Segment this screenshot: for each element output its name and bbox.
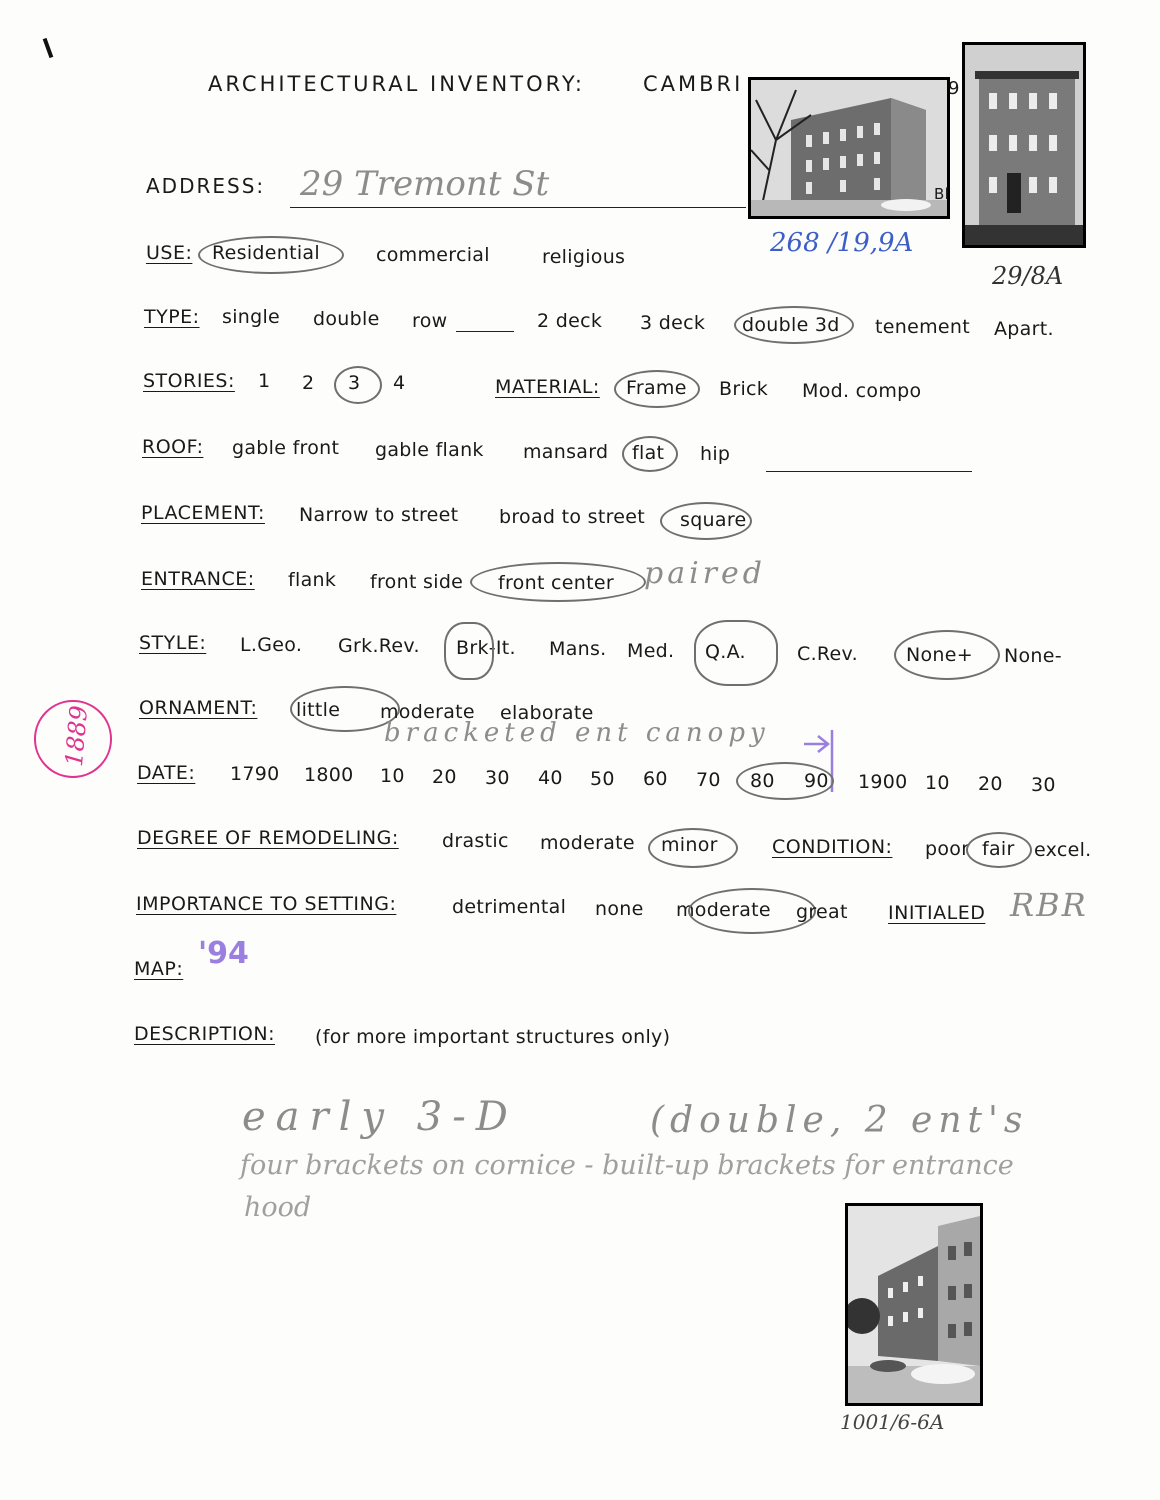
type-option-double[interactable]: double: [313, 308, 380, 330]
description-line-1: early 3-D: [242, 1094, 518, 1140]
style-selected-circle-qa: [694, 620, 778, 686]
material-option-frame[interactable]: Frame: [626, 377, 687, 399]
date-option-1790[interactable]: 1790: [230, 763, 280, 785]
ornament-option-moderate[interactable]: moderate: [380, 701, 475, 723]
use-selected-circle: [198, 236, 344, 274]
roof-option-flat[interactable]: flat: [632, 442, 665, 464]
entrance-option-front-center[interactable]: front center: [498, 572, 614, 594]
building-photo-2: [962, 42, 1086, 248]
material-option-brick[interactable]: Brick: [719, 378, 769, 400]
placement-label: PLACEMENT:: [141, 502, 265, 524]
entrance-selected-circle: [470, 562, 646, 602]
condition-option-fair[interactable]: fair: [982, 838, 1015, 860]
date-option-20[interactable]: 20: [432, 766, 457, 788]
material-selected-circle: [614, 370, 700, 408]
use-option-commercial[interactable]: commercial: [376, 244, 490, 266]
material-option-mod-compo[interactable]: Mod. compo: [802, 380, 922, 402]
use-option-residential[interactable]: Residential: [212, 242, 320, 264]
description-line-3: hood: [244, 1192, 312, 1223]
date-selected-circle: [736, 762, 834, 800]
importance-option-detrimental[interactable]: detrimental: [452, 896, 567, 918]
style-selected-circle-brkit: [444, 622, 494, 680]
form-side-fragment: Bl: [934, 185, 950, 203]
stories-label: STORIES:: [143, 370, 235, 392]
address-value[interactable]: 29 Tremont St: [300, 164, 550, 204]
corner-mark: [43, 38, 54, 58]
condition-option-poor[interactable]: poor: [925, 838, 970, 860]
initialed-label: INITIALED: [888, 902, 986, 924]
form-title: ARCHITECTURAL INVENTORY:: [208, 72, 585, 96]
style-option-mans[interactable]: Mans.: [549, 638, 607, 660]
stories-option-1[interactable]: 1: [258, 370, 271, 392]
entrance-label: ENTRANCE:: [141, 568, 255, 590]
date-option-10b[interactable]: 10: [925, 772, 950, 794]
type-option-row[interactable]: row: [412, 310, 448, 332]
importance-label: IMPORTANCE TO SETTING:: [136, 893, 397, 915]
ornament-note: bracketed ent canopy: [384, 718, 770, 748]
placement-selected-circle: [660, 502, 752, 540]
placement-option-narrow[interactable]: Narrow to street: [299, 504, 459, 526]
style-option-brkit[interactable]: Brk-It.: [456, 637, 516, 659]
importance-option-none[interactable]: none: [595, 898, 644, 920]
photo-number-bottom: 1001/6-6A: [840, 1410, 945, 1434]
description-label: DESCRIPTION:: [134, 1023, 276, 1045]
stories-option-4[interactable]: 4: [393, 372, 406, 394]
remodeling-option-minor[interactable]: minor: [661, 834, 718, 856]
style-label: STYLE:: [139, 632, 207, 654]
date-option-1900[interactable]: 1900: [858, 771, 908, 793]
style-option-med[interactable]: Med.: [627, 640, 675, 662]
date-option-1800[interactable]: 1800: [304, 764, 354, 786]
year-note: 1889: [59, 704, 94, 768]
style-option-grkrev[interactable]: Grk.Rev.: [338, 635, 420, 657]
map-value[interactable]: '94: [198, 936, 249, 971]
date-option-50[interactable]: 50: [590, 768, 615, 790]
type-option-3-deck[interactable]: 3 deck: [640, 312, 706, 334]
placement-option-broad[interactable]: broad to street: [499, 506, 646, 528]
type-label: TYPE:: [144, 306, 200, 328]
entrance-option-flank[interactable]: flank: [288, 569, 337, 591]
description-line-1b: (double, 2 ent's: [650, 1100, 1029, 1141]
date-option-60[interactable]: 60: [643, 768, 668, 790]
date-option-30b[interactable]: 30: [1031, 774, 1056, 796]
type-option-tenement[interactable]: tenement: [875, 316, 970, 338]
stories-option-2[interactable]: 2: [302, 372, 315, 394]
roof-option-hip[interactable]: hip: [700, 443, 731, 465]
roof-blank: [766, 471, 972, 472]
description-line-2: four brackets on cornice - built-up brackets for entrance: [240, 1150, 1014, 1181]
style-option-crev[interactable]: C.Rev.: [797, 643, 858, 665]
condition-selected-circle: [966, 832, 1032, 868]
date-option-10[interactable]: 10: [380, 765, 405, 787]
photo-number-right: 29/8A: [992, 262, 1064, 290]
style-selected-circle-none: [894, 630, 1000, 680]
building-photo-1: [748, 77, 950, 219]
map-label: MAP:: [134, 958, 184, 980]
type-option-2-deck[interactable]: 2 deck: [537, 310, 603, 332]
style-option-none-plus[interactable]: None+: [906, 644, 973, 666]
condition-option-excel[interactable]: excel.: [1034, 839, 1092, 861]
remodeling-option-drastic[interactable]: drastic: [442, 830, 509, 852]
date-option-40[interactable]: 40: [538, 767, 563, 789]
date-option-70[interactable]: 70: [696, 769, 721, 791]
date-option-20b[interactable]: 20: [978, 773, 1003, 795]
importance-option-moderate[interactable]: moderate: [676, 899, 771, 921]
address-line: [290, 207, 746, 208]
roof-option-mansard[interactable]: mansard: [523, 441, 609, 463]
use-option-religious[interactable]: religious: [542, 246, 626, 268]
use-label: USE:: [146, 242, 193, 264]
date-option-90[interactable]: 90: [804, 770, 829, 792]
entrance-note: paired: [644, 556, 766, 591]
roof-option-gable-front[interactable]: gable front: [232, 437, 340, 459]
style-option-qa[interactable]: Q.A.: [705, 641, 746, 663]
remodeling-label: DEGREE OF REMODELING:: [137, 827, 399, 849]
ornament-option-little[interactable]: little: [296, 699, 341, 721]
remodeling-option-moderate[interactable]: moderate: [540, 832, 635, 854]
description-hint: (for more important structures only): [315, 1026, 671, 1048]
form-city: CAMBRI: [643, 72, 744, 96]
ornament-option-elaborate[interactable]: elaborate: [500, 702, 594, 724]
remodeling-selected-circle: [648, 828, 738, 868]
type-option-apart[interactable]: Apart.: [994, 318, 1054, 340]
roof-label: ROOF:: [142, 436, 204, 458]
roof-selected-circle: [622, 436, 678, 472]
building-photo-3: [845, 1203, 983, 1406]
stories-selected-circle: [334, 366, 382, 404]
address-label: ADDRESS:: [146, 174, 266, 198]
style-option-lgeo[interactable]: L.Geo.: [240, 634, 303, 656]
condition-label: CONDITION:: [772, 836, 893, 858]
date-label: DATE:: [137, 762, 196, 784]
stories-option-3[interactable]: 3: [348, 372, 361, 394]
placement-option-square[interactable]: square: [680, 509, 747, 531]
type-blank: [456, 331, 514, 332]
photo-number-blue: 268 /19,9A: [770, 228, 914, 258]
type-option-single[interactable]: single: [222, 306, 281, 328]
date-option-80[interactable]: 80: [750, 770, 775, 792]
entrance-option-front-side[interactable]: front side: [370, 571, 464, 593]
importance-option-great[interactable]: great: [796, 901, 848, 923]
material-label: MATERIAL:: [495, 376, 600, 398]
style-option-none-minus[interactable]: None-: [1004, 645, 1062, 667]
type-option-double-3d[interactable]: double 3d: [742, 314, 840, 336]
roof-option-gable-flank[interactable]: gable flank: [375, 439, 484, 461]
ornament-label: ORNAMENT:: [139, 697, 258, 719]
date-option-30[interactable]: 30: [485, 767, 510, 789]
type-selected-circle: [734, 306, 854, 344]
initialed-value[interactable]: RBR: [1010, 886, 1088, 924]
